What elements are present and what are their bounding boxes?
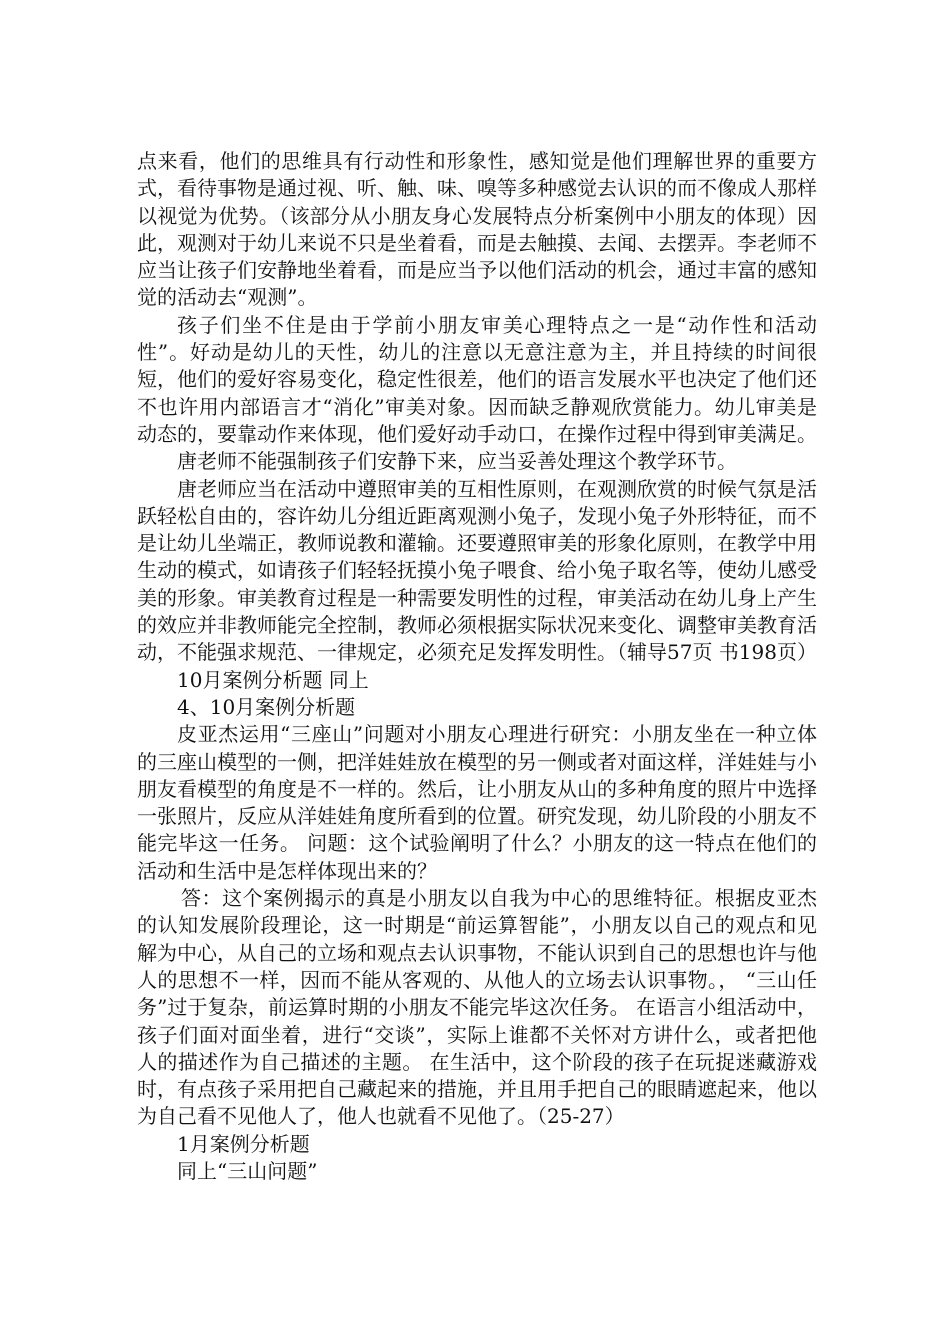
paragraph-answer: 答：这个案例揭示的真是小朋友以自我为中心的思维特征。根据皮亚杰的认知发展阶段理论，这一时期是“前运算智能”，小朋友以自己的观点和见解为中心，从自己的立场和观点去认识事物，不能认识到自己的思想也许与他人的思想不一样，因而不能从客观的、从他人的立场去认识事物。， “三山任务”过于复杂，前运算时期的小朋友不能完毕这次任务。 在语言小组活动中，孩子们面对面坐着，进行“交谈”，实际上谁都不关怀对方讲什么，或者把他人的描述作为自己描述的主题。 在生活中，这个阶段的孩子在玩捉迷藏游戏时，有点孩子采用把自己藏起来的措施，并且用手把自己的眼睛遮起来，他以为自己看不见他人了，他人也就看不见他了。（25-27）: [137, 886, 817, 1129]
paragraph-activity: 孩子们坐不住是由于学前小朋友审美心理特点之一是“动作性和活动性”。好动是幼儿的天性，幼儿的注意以无意注意为主，并且持续的时间很短，他们的爱好容易变化，稳定性很差，他们的语言发展水平也决定了他们还不也许用内部语言才“消化”审美对象。因而缺乏静观欣赏能力。幼儿审美是动态的，要靠动作来体现，他们爱好动手动口，在操作过程中得到审美满足。: [137, 312, 817, 446]
heading-october-case: 10月案例分析题 同上: [177, 667, 369, 692]
document-body: [137, 148, 817, 1185]
paragraph-piaget-question: 皮亚杰运用“三座山”问题对小朋友心理进行研究：小朋友坐在一种立体的三座山模型的一侧，把洋娃娃放在模型的另一侧或者对面这样，洋娃娃与小朋友看模型的角度是不一样的。然后，让小朋友从山的多种角度的照片中选择一张照片，反应从洋娃娃角度所看到的位置。研究发现，幼儿阶段的小朋友不能完毕这一任务。 问题：这个试验阐明了什么？小朋友的这一特点在他们的活动和生活中是怎样体现出来的？: [137, 722, 817, 883]
paragraph-teacher-tang-2: 唐老师应当在活动中遵照审美的互相性原则，在观测欣赏的时候气氛是活跃轻松自由的，容许幼儿分组近距离观测小兔子，发现小兔子外形特征，而不是让幼儿坐端正，教师说教和灌输。还要遵照审美的形象化原则，在教学中用生动的模式，如请孩子们轻轻抚摸小兔子喂食、给小兔子取名等，使幼儿感受美的形象。审美教育过程是一种需要发明性的过程，审美活动在幼儿身上产生的效应并非教师能完全控制，教师必须根据实际状况来变化、调整审美教育活动，不能强求规范、一律规定，必须充足发挥发明性。（辅导57页 书198页）: [137, 476, 817, 665]
paragraph-teacher-tang-1: 唐老师不能强制孩子们安静下来，应当妥善处理这个教学环节。: [177, 449, 737, 474]
heading-case-4: 4、10月案例分析题: [177, 694, 356, 719]
paragraph-same-as-above: 同上“三山问题”: [177, 1158, 318, 1183]
heading-january-case: 1月案例分析题: [177, 1131, 310, 1156]
paragraph-continuation: 点来看，他们的思维具有行动性和形象性，感知觉是他们理解世界的重要方式，看待事物是通过视、听、触、味、嗅等多种感觉去认识的而不像成人那样以视觉为优势。（该部分从小朋友身心发展特点分析案例中小朋友的体现）因此，观测对于幼儿来说不只是坐着看，而是去触摸、去闻、去摆弄。李老师不应当让孩子们安静地坐着看，而是应当予以他们活动的机会，通过丰富的感知觉的活动去“观测”。: [137, 149, 817, 310]
